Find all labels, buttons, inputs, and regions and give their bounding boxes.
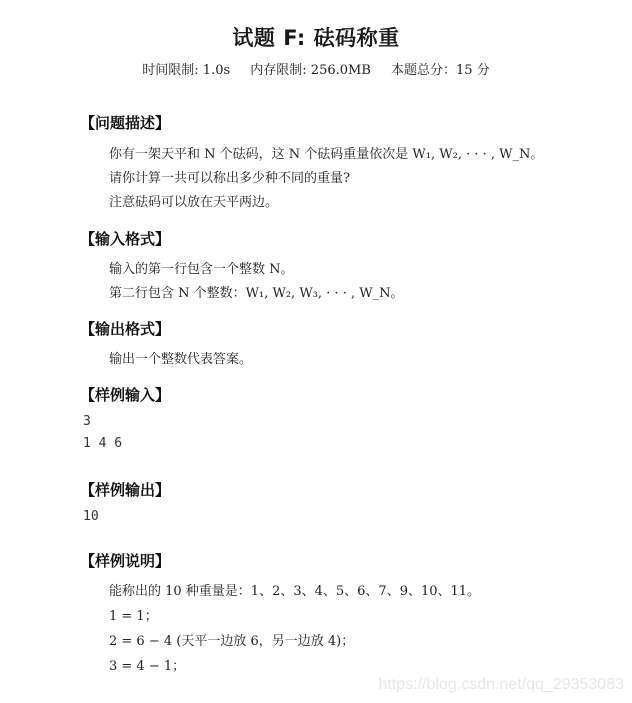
description-line-3: 注意砝码可以放在天平两边。 — [109, 195, 279, 210]
output-format-line-1: 输出一个整数代表答案。 — [109, 352, 253, 367]
sample-input-heading: 【样例输入】 — [80, 386, 171, 404]
input-format-line-1: 输入的第一行包含一个整数 N。 — [109, 262, 294, 277]
sample-input-line-1: 3 — [83, 414, 91, 429]
sample-explanation-line-1: 能称出的 10 种重量是：1、2、3、4、5、6、7、9、10、11。 — [109, 584, 481, 599]
description-line-2: 请你计算一共可以称出多少种不同的重量? — [109, 171, 350, 186]
watermark: https://blog.csdn.net/qq_29353083 — [378, 676, 624, 693]
total-score: 本题总分：15 分 — [391, 63, 490, 78]
sample-input-line-2: 1 4 6 — [83, 436, 123, 451]
sample-output-heading: 【样例输出】 — [80, 481, 171, 499]
input-format-line-2: 第二行包含 N 个整数：W₁, W₂, W₃, · · · , W_N。 — [109, 286, 404, 301]
description-line-1: 你有一架天平和 N 个砝码，这 N 个砝码重量依次是 W₁, W₂, · · · , W_N。 — [109, 147, 544, 162]
memory-limit: 内存限制: 256.0MB — [250, 63, 371, 78]
page-title: 试题 F: 砝码称重 — [232, 26, 400, 50]
sample-output-line-1: 10 — [83, 509, 99, 524]
input-format-heading: 【输入格式】 — [80, 230, 171, 248]
sample-explanation-line-4: 3 = 4 − 1； — [109, 659, 186, 674]
sample-explanation-line-3: 2 = 6 − 4 (天平一边放 6，另一边放 4)； — [109, 634, 355, 649]
time-limit: 时间限制: 1.0s — [142, 63, 231, 78]
output-format-heading: 【输出格式】 — [80, 320, 171, 338]
sample-explanation-line-2: 1 = 1； — [109, 609, 158, 624]
problem-meta — [0, 59, 632, 78]
sample-explanation-heading: 【样例说明】 — [80, 552, 171, 570]
description-heading: 【问题描述】 — [80, 114, 171, 132]
